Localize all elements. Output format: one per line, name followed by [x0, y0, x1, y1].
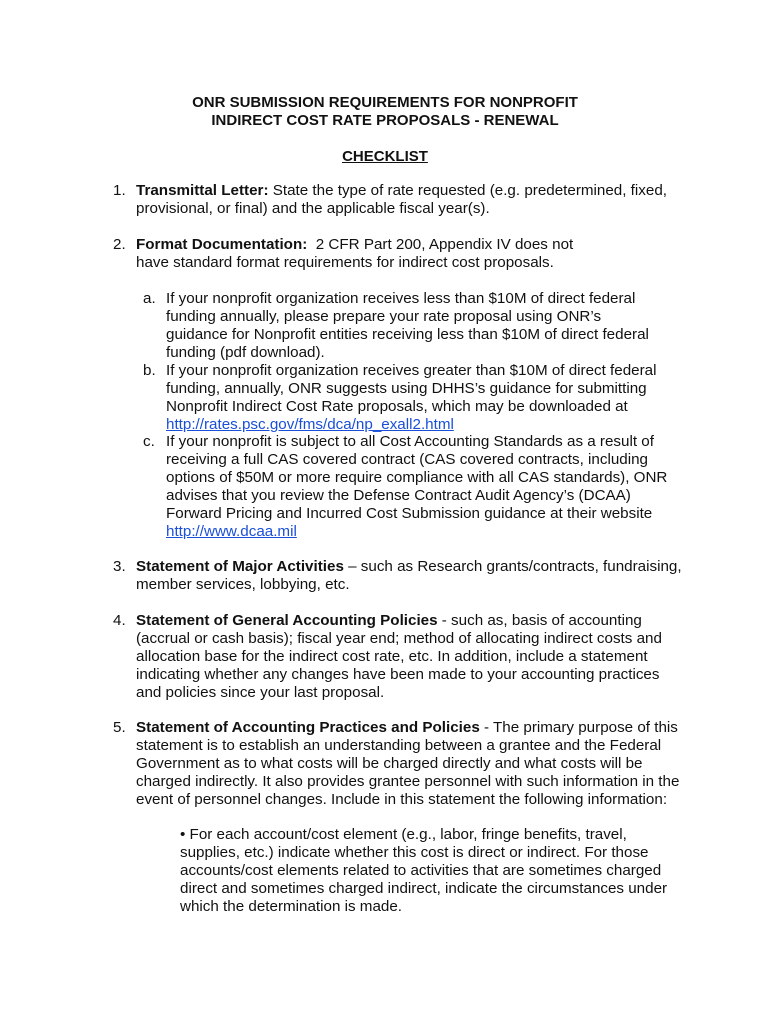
subitem-body — [166, 362, 671, 434]
subitem-text-line: options of $50M or more require compliance with all CAS standards), ONR — [166, 469, 668, 486]
subitem-text-line: guidance for Nonprofit entities receiving less than $10M of direct federal — [166, 326, 649, 343]
subitem-text-line: funding annually, please prepare your rate proposal using ONR’s — [166, 308, 602, 325]
subitem-letter: c. — [143, 433, 155, 450]
item-body — [136, 182, 686, 218]
item-number: 1. — [113, 182, 126, 199]
subitem-body — [166, 290, 671, 362]
cost-element-bullet — [180, 826, 670, 916]
item-text-line: - The primary purpose of this — [479, 719, 678, 736]
subitem-text-line: If your nonprofit is subject to all Cost Accounting Standards as a result of — [166, 433, 654, 450]
document-title-line-2: INDIRECT COST RATE PROPOSALS - RENEWAL — [211, 112, 559, 129]
item-body — [136, 558, 686, 594]
item-text-line: 2 CFR Part 200, Appendix IV does not — [307, 236, 574, 253]
document-title-line-1: ONR SUBMISSION REQUIREMENTS FOR NONPROFIT — [192, 94, 578, 111]
item-text-line: charged indirectly. It also provides grantee personnel with such information in the — [136, 773, 680, 790]
bullet-text-line: supplies, etc.) indicate whether this cost is direct or indirect. For those — [180, 844, 649, 861]
item-heading: Statement of Major Activities — [136, 558, 344, 575]
item-heading: Statement of General Accounting Policies — [136, 612, 438, 629]
bullet-text-line: direct and sometimes charged indirect, indicate the circumstances under — [180, 880, 668, 897]
dhhs-guidance-link[interactable]: http://rates.psc.gov/fms/dca/np_exall2.html — [166, 416, 454, 433]
item-number: 4. — [113, 612, 126, 629]
subitem-text-line: If your nonprofit organization receives less than $10M of direct federal — [166, 290, 636, 307]
item-text-line: event of personnel changes. Include in this statement the following information: — [136, 791, 668, 808]
item-text-line: (accrual or cash basis); fiscal year end; method of allocating indirect costs and — [136, 630, 662, 647]
item-text-line: - such as, basis of accounting — [437, 612, 642, 629]
bullet-text-line: which the determination is made. — [180, 898, 403, 915]
item-heading: Transmittal Letter: — [136, 182, 269, 199]
item-body — [136, 236, 686, 272]
item-number: 3. — [113, 558, 126, 575]
subitem-text-line: Nonprofit Indirect Cost Rate proposals, which may be downloaded at — [166, 398, 628, 415]
subitem-body — [166, 433, 671, 541]
subitem-text-line: funding (pdf download). — [166, 344, 325, 361]
subitem-text-line: funding, annually, ONR suggests using DHHS’s guidance for submitting — [166, 380, 647, 397]
item-number: 5. — [113, 719, 126, 736]
item-body — [136, 719, 686, 809]
item-text-line: indicating whether any changes have been made to your accounting practices — [136, 666, 660, 683]
dcaa-website-link[interactable]: http://www.dcaa.mil — [166, 523, 297, 540]
checklist-heading: CHECKLIST — [342, 148, 428, 165]
item-text-line: – such as Research grants/contracts, fundraising, — [343, 558, 682, 575]
subitem-text-line: If your nonprofit organization receives greater than $10M of direct federal — [166, 362, 657, 379]
item-text-line: Government as to what costs will be charged directly and what costs will be — [136, 755, 643, 772]
item-text-line: member services, lobbying, etc. — [136, 576, 350, 593]
item-number: 2. — [113, 236, 126, 253]
bullet-text-line: • For each account/cost element (e.g., labor, fringe benefits, travel, — [180, 826, 627, 843]
subitem-letter: b. — [143, 362, 156, 379]
item-text-line: State the type of rate requested (e.g. predetermined, fixed, — [268, 182, 667, 199]
subitem-text-line: receiving a full CAS covered contract (CAS covered contracts, including — [166, 451, 649, 468]
item-body — [136, 612, 686, 702]
item-text-line: allocation base for the indirect cost rate, etc. In addition, include a statement — [136, 648, 648, 665]
subitem-text-line: advises that you review the Defense Contract Audit Agency’s (DCAA) — [166, 487, 631, 504]
bullet-text-line: accounts/cost elements related to activities that are sometimes charged — [180, 862, 662, 879]
subitem-text-line: Forward Pricing and Incurred Cost Submission guidance at their website — [166, 505, 653, 522]
item-heading: Format Documentation: — [136, 236, 308, 253]
item-heading: Statement of Accounting Practices and Policies — [136, 719, 480, 736]
item-text-line: statement is to establish an understanding between a grantee and the Federal — [136, 737, 662, 754]
subitem-letter: a. — [143, 290, 156, 307]
item-text-line: provisional, or final) and the applicable fiscal year(s). — [136, 200, 490, 217]
item-text-line: and policies since your last proposal. — [136, 684, 385, 701]
item-text-line: have standard format requirements for indirect cost proposals. — [136, 254, 554, 271]
